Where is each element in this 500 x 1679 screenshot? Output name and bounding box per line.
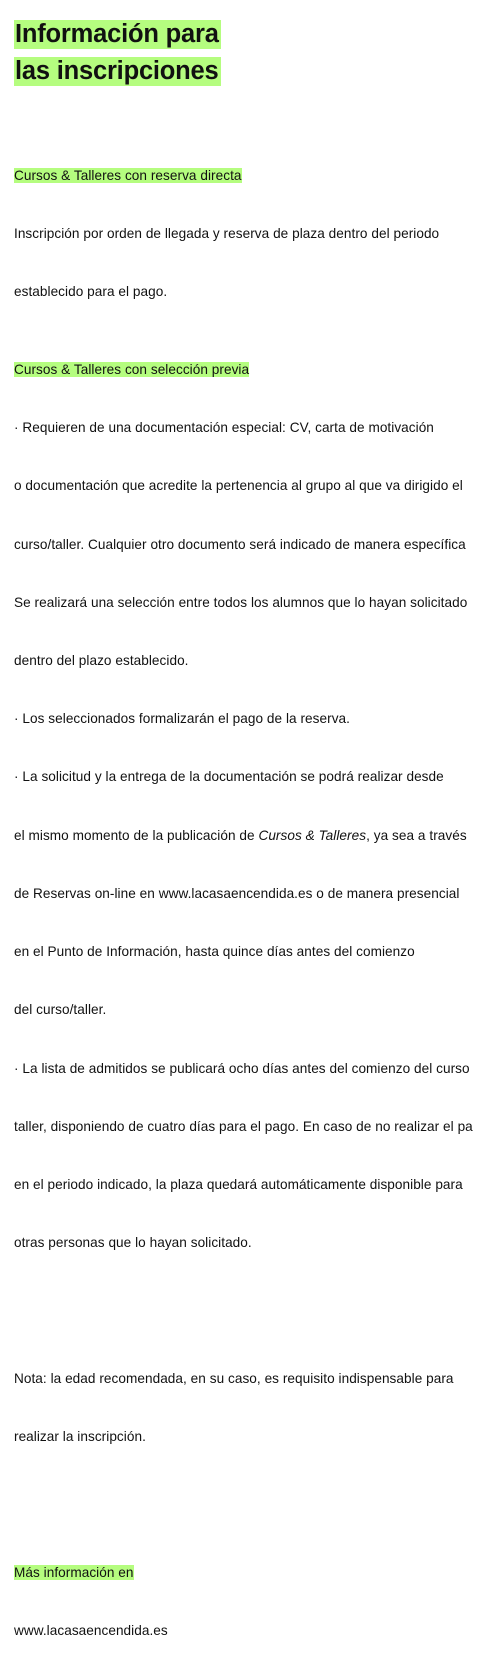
body-line: · Los seleccionados formalizarán el pago de la reserva. bbox=[14, 711, 350, 727]
body-line: taller, disponiendo de cuatro días para el pago. En caso de no realizar el pa bbox=[14, 1118, 473, 1134]
section-heading-reserva-directa: Cursos & Talleres con reserva directa bbox=[14, 167, 242, 183]
body-line-suffix: , ya sea a través bbox=[366, 827, 467, 843]
body-line: · Requieren de una documentación especial: CV, carta de motivación bbox=[14, 420, 434, 436]
body-line: dentro del plazo establecido. bbox=[14, 652, 189, 668]
spacer bbox=[14, 1311, 500, 1330]
spacer bbox=[14, 1505, 500, 1524]
title-line-2: las inscripciones bbox=[15, 57, 219, 85]
body-line: · La solicitud y la entrega de la documentación se podrá realizar desde bbox=[14, 769, 444, 785]
body-line: en el periodo indicado, la plaza quedará automáticamente disponible para bbox=[14, 1176, 463, 1192]
body-line: establecido para el pago. bbox=[14, 284, 168, 300]
body-line: Se realizará una selección entre todos los alumnos que lo hayan solicitado bbox=[14, 594, 468, 610]
note-line: Nota: la edad recomendada, en su caso, es requisito indispensable para bbox=[14, 1370, 454, 1386]
body-text bbox=[14, 127, 500, 1679]
body-line: Inscripción por orden de llegada y reserva de plaza dentro del periodo bbox=[14, 226, 440, 242]
body-line bbox=[14, 826, 500, 845]
body-line: curso/taller. Cualquier otro documento será indicado de manera específica bbox=[14, 536, 466, 552]
note-line: realizar la inscripción. bbox=[14, 1429, 146, 1445]
title-line-1: Información para bbox=[15, 20, 219, 48]
more-info-heading: Más información en bbox=[14, 1565, 134, 1581]
body-line: otras personas que lo hayan solicitado. bbox=[14, 1235, 252, 1251]
body-line: del curso/taller. bbox=[14, 1002, 107, 1018]
body-line: de Reservas on-line en www.lacasaencendida.es o de manera presencial bbox=[14, 885, 460, 901]
publication-title: Cursos & Talleres bbox=[258, 827, 367, 843]
body-line: o documentación que acredite la pertenencia al grupo al que va dirigido el bbox=[14, 478, 463, 494]
website-link[interactable]: www.lacasaencendida.es bbox=[14, 1623, 168, 1639]
body-line: en el Punto de Información, hasta quince días antes del comienzo bbox=[14, 944, 415, 960]
body-line-prefix: el mismo momento de la publicación de bbox=[14, 827, 259, 843]
section-heading-seleccion-previa: Cursos & Talleres con selección previa bbox=[14, 361, 250, 377]
body-line: · La lista de admitidos se publicará ocho días antes del comienzo del curso bbox=[14, 1060, 470, 1076]
page-title bbox=[14, 16, 221, 90]
